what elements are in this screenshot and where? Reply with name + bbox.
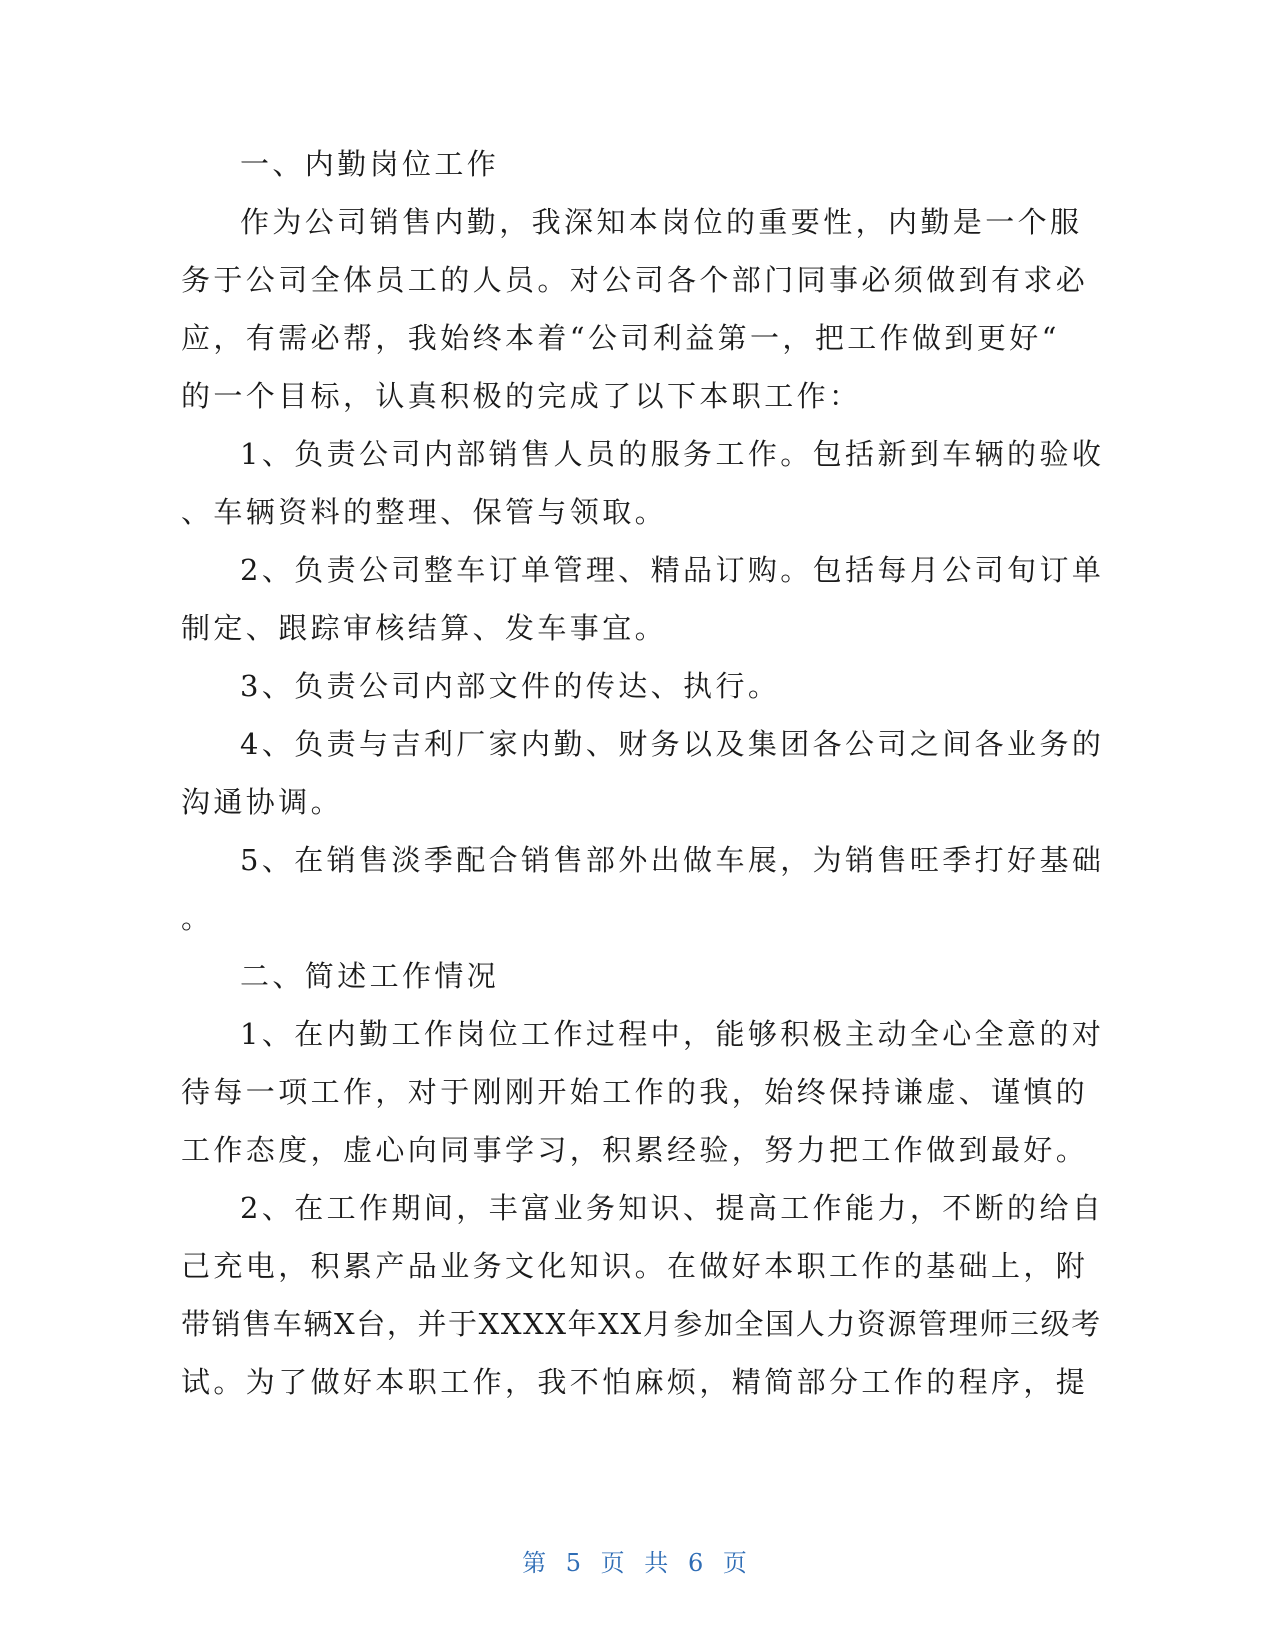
list-item-line: 工作态度，虚心向同事学习，积累经验，努力把工作做到最好。 [181,1133,1089,1167]
list-item-line: 2、在工作期间，丰富业务知识、提高工作能力，不断的给自 [240,1191,1105,1225]
list-item-line: 沟通协调。 [181,785,344,819]
list-item-line: 待每一项工作，对于刚刚开始工作的我，始终保持谦虚、谨慎的 [181,1075,1089,1109]
paragraph-line: 应，有需必帮，我始终本着“公司利益第一，把工作做到更好“ [181,321,1060,355]
list-item-line: 制定、跟踪审核结算、发车事宜。 [181,611,668,645]
list-item-line: 3、负责公司内部文件的传达、执行。 [240,669,781,703]
list-item-line: 4、负责与吉利厂家内勤、财务以及集团各公司之间各业务的 [240,727,1105,761]
list-item-line: 试。为了做好本职工作，我不怕麻烦，精简部分工作的程序，提 [181,1365,1089,1399]
section-heading-1: 一、内勤岗位工作 [240,147,500,181]
section-heading-2: 二、简述工作情况 [240,959,500,993]
list-item-line: 己充电，积累产品业务文化知识。在做好本职工作的基础上，附 [181,1249,1089,1283]
paragraph-line: 务于公司全体员工的人员。对公司各个部门同事必须做到有求必 [181,263,1089,297]
paragraph-line: 的一个目标，认真积极的完成了以下本职工作： [181,379,862,413]
list-item-line: 1、在内勤工作岗位工作过程中，能够积极主动全心全意的对 [240,1017,1105,1051]
page-number-footer: 第 5 页 共 6 页 [522,1549,753,1577]
list-item-line: 、车辆资料的整理、保管与领取。 [181,495,668,529]
list-item-line: 带销售车辆X台，并于XXXX年XX月参加全国人力资源管理师三级考 [181,1307,1102,1341]
list-item-line: 2、负责公司整车订单管理、精品订购。包括每月公司旬订单 [240,553,1105,587]
paragraph-line: 作为公司销售内勤，我深知本岗位的重要性，内勤是一个服 [240,205,1083,239]
list-item-line: 5、在销售淡季配合销售部外出做车展，为销售旺季打好基础 [240,843,1105,877]
list-item-line: 1、负责公司内部销售人员的服务工作。包括新到车辆的验收 [240,437,1105,471]
list-item-line: 。 [181,901,214,935]
